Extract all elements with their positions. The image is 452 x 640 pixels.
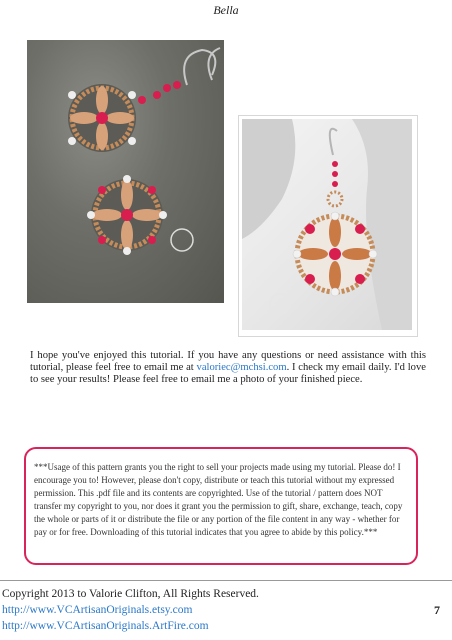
earring-photo-display bbox=[242, 119, 412, 330]
closing-message bbox=[30, 350, 426, 386]
usage-terms: ***Usage of this pattern grants you the right to sell your projects made using my tutorial. Please do! I encourage you to! However, please don't copy, distribute or teach this tutorial without my expressed permission. This .pdf file and its contents are copyrighted. Use of the tutorial / pattern does NOT transfer my copyright to you, nor does it grant you the permission to gift, share, exchange, teach, copy the whole or parts of it or distribute the file or any portion of the file content in any way - whether for pay or for free. Downloading of this tutorial indicates that you agree to abide by this policy.*** bbox=[34, 462, 403, 537]
email-link[interactable]: valoriec@mchsi.com bbox=[196, 362, 287, 373]
copyright-notice: Copyright 2013 to Valorie Clifton, All Rights Reserved. bbox=[2, 588, 259, 600]
earring-on-bust-illustration bbox=[242, 119, 412, 330]
page-title: Bella bbox=[213, 3, 239, 17]
footer-divider bbox=[0, 580, 452, 581]
intro-text-end: . I check my email daily. I'd love to see your results! Please feel free to email me a photo of your finished piece. bbox=[30, 362, 426, 385]
page-number: 7 bbox=[434, 603, 440, 617]
intro-text-start: I hope you've enjoyed this tutorial. If you have any questions or need assistance with this tutorial, please feel free to email me at bbox=[30, 350, 426, 373]
artfire-link[interactable]: http://www.VCArtisanOriginals.ArtFire.com bbox=[2, 620, 209, 632]
etsy-link[interactable]: http://www.VCArtisanOriginals.etsy.com bbox=[2, 604, 193, 616]
earrings-photo-slate bbox=[27, 40, 224, 303]
earrings-illustration bbox=[27, 40, 224, 303]
